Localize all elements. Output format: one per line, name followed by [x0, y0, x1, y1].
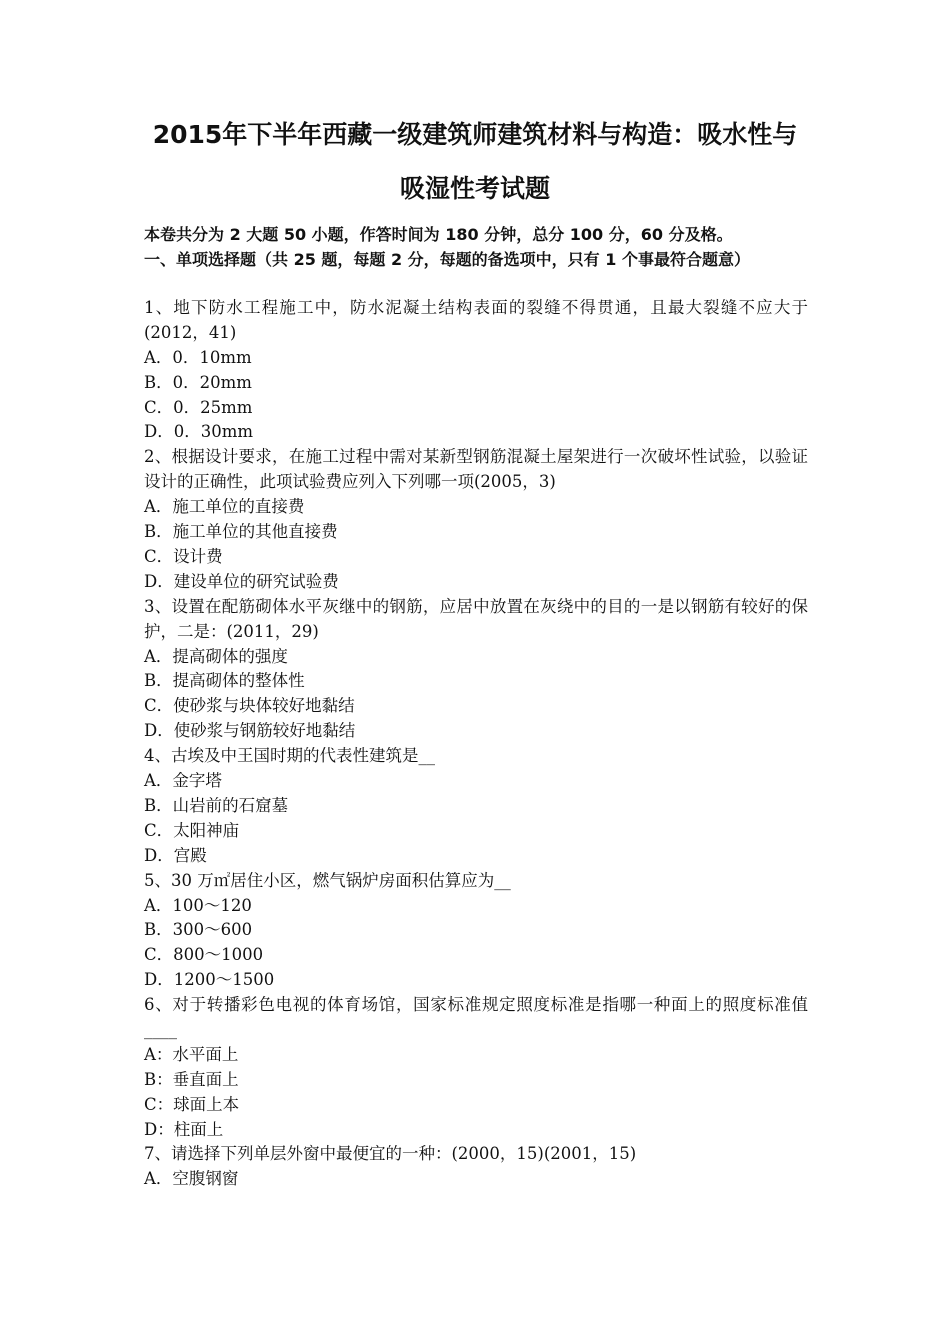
- option-a: A：水平面上: [144, 1044, 239, 1064]
- option-a: A．空腹钢窗: [144, 1169, 239, 1189]
- document-title-line-1: 2015年下半年西藏一级建筑师建筑材料与构造：吸水性与: [152, 120, 798, 149]
- question-stem: 1、地下防水工程施工中，防水泥凝土结构表面的裂缝不得贯通，且最大裂缝不应大于(2012，41): [144, 298, 808, 342]
- option-d: D．0．30mm: [144, 422, 254, 442]
- exam-summary: 本卷共分为 2 大题 50 小题，作答时间为 180 分钟，总分 100 分，60 分及格。: [144, 225, 733, 244]
- question-7: [144, 1142, 808, 1192]
- option-b: B：垂直面上: [144, 1069, 239, 1089]
- option-a: A．0．10mm: [144, 347, 252, 367]
- question-stem: 4、古埃及中王国时期的代表性建筑是__: [144, 746, 435, 766]
- option-c: C：球面上本: [144, 1094, 240, 1114]
- option-d: D．宫殿: [144, 845, 207, 865]
- question-4: [144, 744, 808, 868]
- question-stem: 6、对于转播彩色电视的体育场馆，国家标准规定照度标准是指哪一种面上的照度标准值____: [144, 995, 808, 1039]
- option-b: B．施工单位的其他直接费: [144, 522, 338, 542]
- option-c: C．太阳神庙: [144, 820, 240, 840]
- question-list: [144, 296, 808, 1192]
- section-header: 一、单项选择题（共 25 题，每题 2 分，每题的备选项中，只有 1 个事最符合题意）: [144, 250, 750, 269]
- option-a: A．100～120: [144, 895, 252, 915]
- question-3: [144, 595, 808, 744]
- option-c: C．使砂浆与块体较好地黏结: [144, 696, 355, 716]
- question-6: [144, 993, 808, 1142]
- option-d: D．1200～1500: [144, 970, 275, 990]
- question-1: [144, 296, 808, 445]
- option-c: C．0．25mm: [144, 397, 253, 417]
- option-b: B．山岩前的石窟墓: [144, 795, 289, 815]
- option-d: D：柱面上: [144, 1119, 224, 1139]
- option-b: B．0．20mm: [144, 372, 252, 392]
- option-a: A．提高砌体的强度: [144, 646, 288, 666]
- question-stem: 2、根据设计要求，在施工过程中需对某新型钢筋混凝土屋架进行一次破坏性试验，以验证设计的正确性，此项试验费应列入下列哪一项(2005，3): [144, 447, 808, 492]
- question-2: [144, 445, 808, 594]
- option-a: A．施工单位的直接费: [144, 497, 305, 517]
- question-stem: 5、30 万㎡居住小区，燃气锅炉房面积估算应为__: [144, 870, 511, 890]
- question-5: [144, 869, 808, 993]
- option-c: C．800～1000: [144, 945, 264, 965]
- option-b: B．300～600: [144, 920, 253, 940]
- question-stem: 3、设置在配筋砌体水平灰继中的钢筋，应居中放置在灰绕中的目的一是以钢筋有较好的保护，二是：(2011，29): [144, 596, 808, 641]
- option-a: A．金字塔: [144, 771, 222, 791]
- option-d: D．建设单位的研究试验费: [144, 571, 339, 591]
- document-title-line-2: 吸湿性考试题: [399, 174, 550, 203]
- option-d: D．使砂浆与钢筋较好地黏结: [144, 721, 356, 741]
- question-stem: 7、请选择下列单层外窗中最便宜的一种：(2000，15)(2001，15): [144, 1144, 637, 1164]
- option-c: C．设计费: [144, 546, 223, 566]
- option-b: B．提高砌体的整体性: [144, 671, 305, 691]
